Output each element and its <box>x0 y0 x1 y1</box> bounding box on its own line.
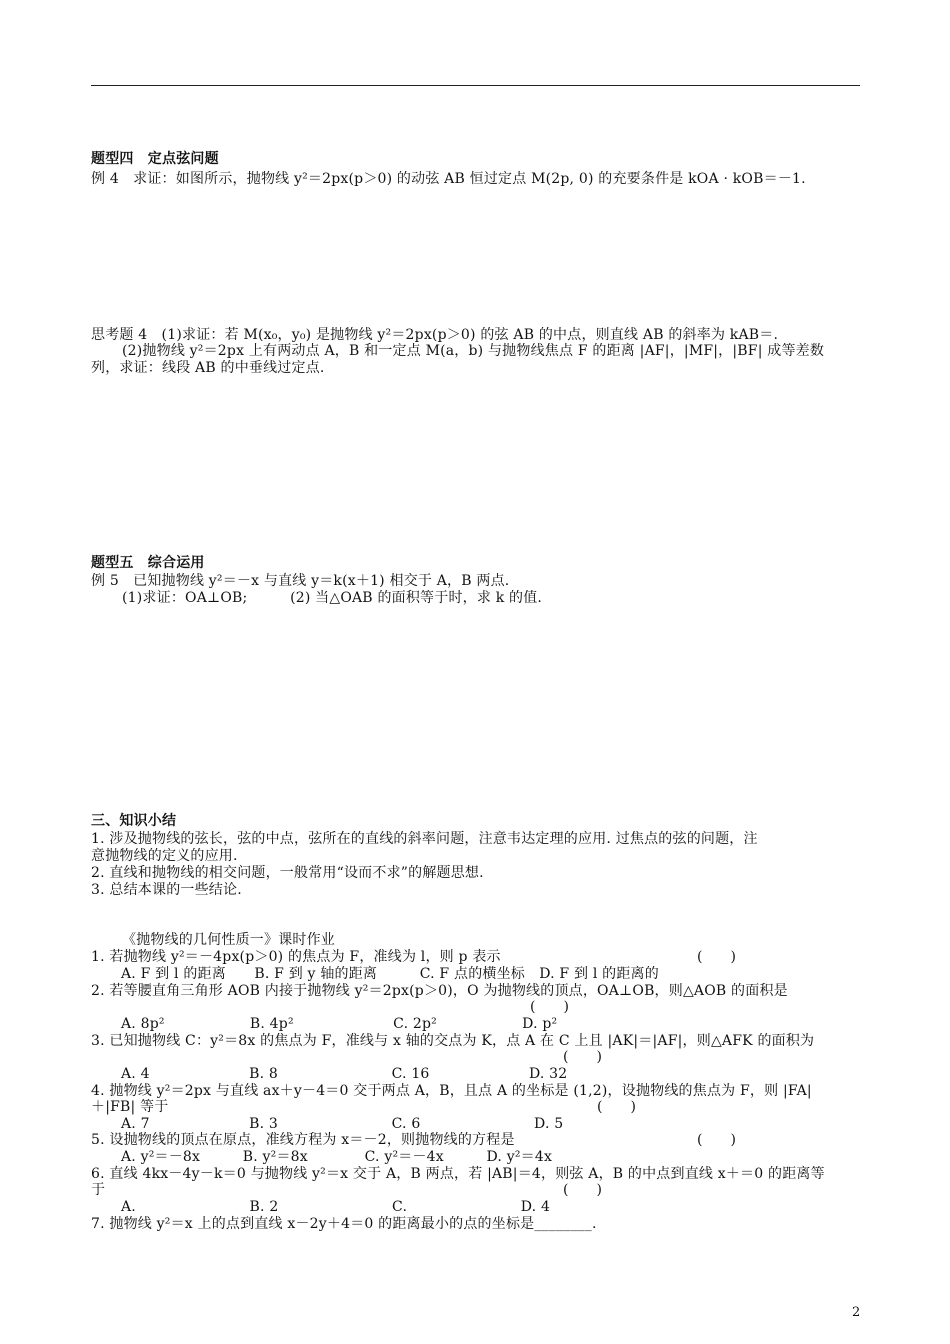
example-5-line1: 例 5 已知抛物线 y²＝－x 与直线 y＝k(x＋1) 相交于 A，B 两点. <box>91 573 510 589</box>
question-6-answer-paren: ( ) <box>563 1182 602 1198</box>
think-4-line1: 思考题 4 (1)求证：若 M(x₀，y₀) 是抛物线 y²＝2px(p＞0) 的弦 AB 的中点，则直线 AB 的斜率为 kAB＝. <box>91 327 779 343</box>
think-4-line3: 列，求证：线段 AB 的中垂线过定点. <box>91 360 325 376</box>
question-6-cont: 于 <box>91 1182 106 1198</box>
question-1: 1. 若抛物线 y²＝－4px(p＞0) 的焦点为 F，准线为 l，则 p 表示 <box>91 949 501 965</box>
question-1-options: A. F 到 l 的距离 B. F 到 y 轴的距离 C. F 点的横坐标 D. F 到 l 的距离的 <box>121 966 659 982</box>
header-rule <box>91 85 860 86</box>
section-heading-type4: 题型四 定点弦问题 <box>91 151 219 167</box>
question-2: 2. 若等腰直角三角形 AOB 内接于抛物线 y²＝2px(p＞0)，O 为抛物线的顶点，OA⊥OB，则△AOB 的面积是 <box>91 983 788 999</box>
question-6-options: A. B. 2 C. D. 4 <box>121 1199 551 1215</box>
section-heading-type5: 题型五 综合运用 <box>91 555 205 571</box>
question-3-answer-paren: ( ) <box>563 1049 602 1065</box>
question-4: 4. 抛物线 y²＝2px 与直线 ax＋y－4＝0 交于两点 A，B，且点 A 的坐标是 (1,2)，设抛物线的焦点为 F，则 |FA| <box>91 1083 812 1099</box>
question-2-answer-paren: ( ) <box>530 999 569 1015</box>
summary-heading: 三、知识小结 <box>91 813 177 829</box>
question-3: 3. 已知抛物线 C：y²＝8x 的焦点为 F，准线与 x 轴的交点为 K，点 A 在 C 上且 |AK|＝|AF|，则△AFK 的面积为 <box>91 1033 815 1049</box>
think-4-line2: (2)抛物线 y²＝2px 上有两动点 A，B 和一定点 M(a，b) 与抛物线焦点 F 的距离 |AF|，|MF|，|BF| 成等差数 <box>122 343 825 359</box>
question-4-options: A. 7 B. 3 C. 6 D. 5 <box>121 1116 564 1132</box>
question-5: 5. 设抛物线的顶点在原点，准线方程为 x＝－2，则抛物线的方程是 <box>91 1132 515 1148</box>
question-6: 6. 直线 4kx－4y－k＝0 与抛物线 y²＝x 交于 A，B 两点，若 |AB|＝4，则弦 A，B 的中点到直线 x＋＝0 的距离等 <box>91 1166 825 1182</box>
question-4-answer-paren: ( ) <box>597 1099 636 1115</box>
question-7: 7. 抛物线 y²＝x 上的点到直线 x－2y＋4＝0 的距离最小的点的坐标是________. <box>91 1216 597 1232</box>
page-number: 2 <box>852 1305 861 1320</box>
summary-item-1-cont: 意抛物线的定义的应用. <box>91 848 238 864</box>
question-2-options: A. 8p² B. 4p² C. 2p² D. p² <box>121 1016 558 1032</box>
summary-item-2: 2. 直线和抛物线的相交问题，一般常用“设而不求”的解题思想. <box>91 865 484 881</box>
question-5-answer-paren: ( ) <box>697 1132 736 1148</box>
question-4-cont: ＋|FB| 等于 <box>91 1099 169 1115</box>
example-4: 例 4 求证：如图所示，抛物线 y²＝2px(p＞0) 的动弦 AB 恒过定点 M(2p, 0) 的充要条件是 kOA · kOB＝－1. <box>91 171 806 187</box>
question-5-options: A. y²＝－8x B. y²＝8x C. y²＝－4x D. y²＝4x <box>121 1149 553 1165</box>
question-1-answer-paren: ( ) <box>697 949 736 965</box>
summary-item-1: 1. 涉及抛物线的弦长，弦的中点，弦所在的直线的斜率问题，注意韦达定理的应用. 过焦点的弦的问题，注 <box>91 831 758 847</box>
homework-title: 《抛物线的几何性质一》课时作业 <box>122 932 335 948</box>
summary-item-3: 3. 总结本课的一些结论. <box>91 882 242 898</box>
example-5-line2: (1)求证：OA⊥OB; (2) 当△OAB 的面积等于时，求 k 的值. <box>122 590 543 606</box>
question-3-options: A. 4 B. 8 C. 16 D. 32 <box>121 1066 568 1082</box>
